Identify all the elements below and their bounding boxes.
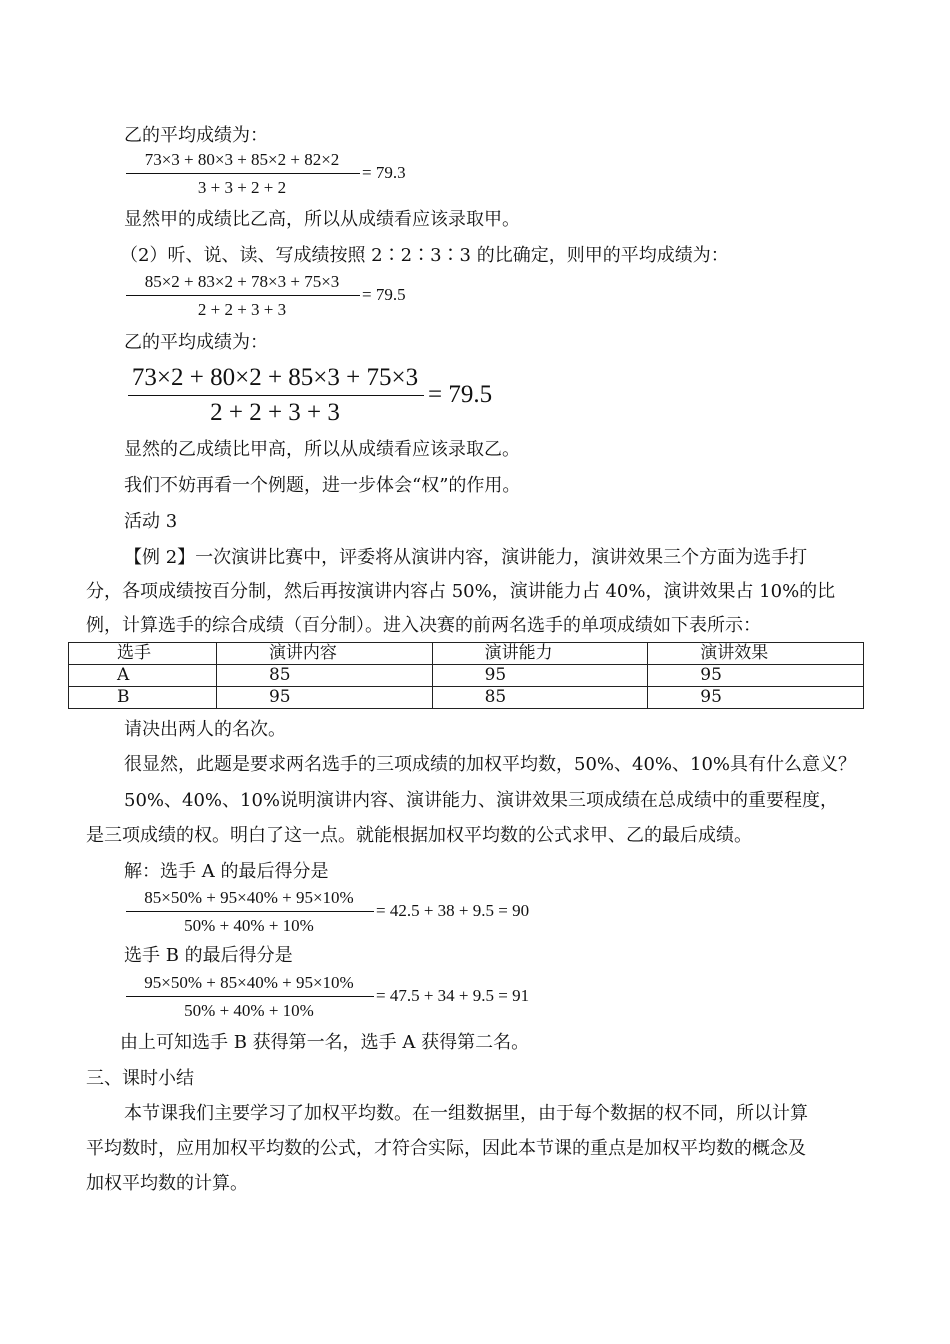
fraction-bar — [126, 173, 360, 174]
text-line: 解：选手 A 的最后得分是 — [124, 861, 329, 882]
table-cell: 95 — [648, 665, 864, 687]
section-heading: 三、课时小结 — [86, 1068, 194, 1089]
table-cell: A — [69, 665, 217, 687]
formula-denominator: 2 + 2 + 3 + 3 — [197, 300, 287, 319]
formula-result: = 79.5 — [428, 381, 493, 408]
text-line: 显然的乙成绩比甲高，所以从成绩看应该录取乙。 — [124, 439, 520, 460]
formula-numerator: 95×50% + 85×40% + 95×10% — [144, 973, 354, 992]
text-line: 请决出两人的名次。 — [124, 719, 286, 740]
table-cell: B — [69, 687, 217, 709]
text-line: 50%、40%、10%说明演讲内容、演讲能力、演讲效果三项成绩在总成绩中的重要程度， — [124, 790, 839, 811]
text-line: 乙的平均成绩为： — [124, 125, 268, 146]
fraction-bar — [128, 395, 424, 396]
table-cell: 85 — [216, 665, 432, 687]
formula-result: = 47.5 + 34 + 9.5 = 91 — [376, 986, 530, 1005]
table-cell: 95 — [648, 687, 864, 709]
formula-result: = 79.5 — [362, 285, 406, 304]
fraction-bar — [126, 996, 374, 997]
text-line: 例，计算选手的综合成绩（百分制）。进入决赛的前两名选手的单项成绩如下表所示： — [86, 615, 761, 636]
formula-denominator: 2 + 2 + 3 + 3 — [210, 399, 340, 426]
text-line: 分，各项成绩按百分制，然后再按演讲内容占 50%，演讲能力占 40%，演讲效果占 10%的比 — [86, 581, 836, 602]
text-line: 显然甲的成绩比乙高，所以从成绩看应该录取甲。 — [124, 209, 520, 230]
formula-denominator: 50% + 40% + 10% — [184, 916, 314, 935]
text-line: 是三项成绩的权。明白了这一点。就能根据加权平均数的公式求甲、乙的最后成绩。 — [86, 825, 752, 846]
table-header-cell: 选手 — [69, 643, 217, 665]
text-line: 本节课我们主要学习了加权平均数。在一组数据里，由于每个数据的权不同，所以计算 — [124, 1103, 808, 1124]
text-line: 平均数时，应用加权平均数的公式，才符合实际，因此本节课的重点是加权平均数的概念及 — [86, 1138, 806, 1159]
table-header-row — [69, 643, 864, 665]
formula-denominator: 50% + 40% + 10% — [184, 1001, 314, 1020]
table-cell: 95 — [216, 687, 432, 709]
text-line: 加权平均数的计算。 — [86, 1173, 248, 1194]
table-row — [69, 687, 864, 709]
table-header-cell: 演讲效果 — [648, 643, 864, 665]
text-line: 我们不妨再看一个例题，进一步体会“权”的作用。 — [124, 475, 521, 496]
text-line: （2）听、说、读、写成绩按照 2∶2∶3∶3 的比确定，则甲的平均成绩为： — [120, 245, 729, 266]
formula-numerator: 73×2 + 80×2 + 85×3 + 75×3 — [131, 364, 419, 391]
table-cell: 95 — [432, 665, 648, 687]
table-header-cell: 演讲能力 — [432, 643, 648, 665]
table-cell: 85 — [432, 687, 648, 709]
fraction-bar — [126, 295, 360, 296]
text-line: 选手 B 的最后得分是 — [124, 945, 293, 966]
formula-denominator: 3 + 3 + 2 + 2 — [197, 178, 287, 197]
text-line: 由上可知选手 B 获得第一名，选手 A 获得第二名。 — [120, 1032, 530, 1053]
text-line: 很显然，此题是要求两名选手的三项成绩的加权平均数，50%、40%、10%具有什么意义？ — [124, 754, 857, 775]
text-line: 【例 2】一次演讲比赛中，评委将从演讲内容，演讲能力，演讲效果三个方面为选手打 — [124, 547, 808, 568]
table-row — [69, 665, 864, 687]
formula-numerator: 85×2 + 83×2 + 78×3 + 75×3 — [144, 272, 340, 291]
formula-result: = 79.3 — [362, 163, 406, 182]
fraction-bar — [126, 911, 374, 912]
table-header-cell: 演讲内容 — [216, 643, 432, 665]
text-line: 乙的平均成绩为： — [124, 332, 268, 353]
formula-numerator: 73×3 + 80×3 + 85×2 + 82×2 — [144, 150, 340, 169]
formula-numerator: 85×50% + 95×40% + 95×10% — [144, 888, 354, 907]
text-line: 活动 3 — [124, 511, 178, 532]
formula-result: = 42.5 + 38 + 9.5 = 90 — [376, 901, 530, 920]
scores-table — [68, 642, 864, 709]
